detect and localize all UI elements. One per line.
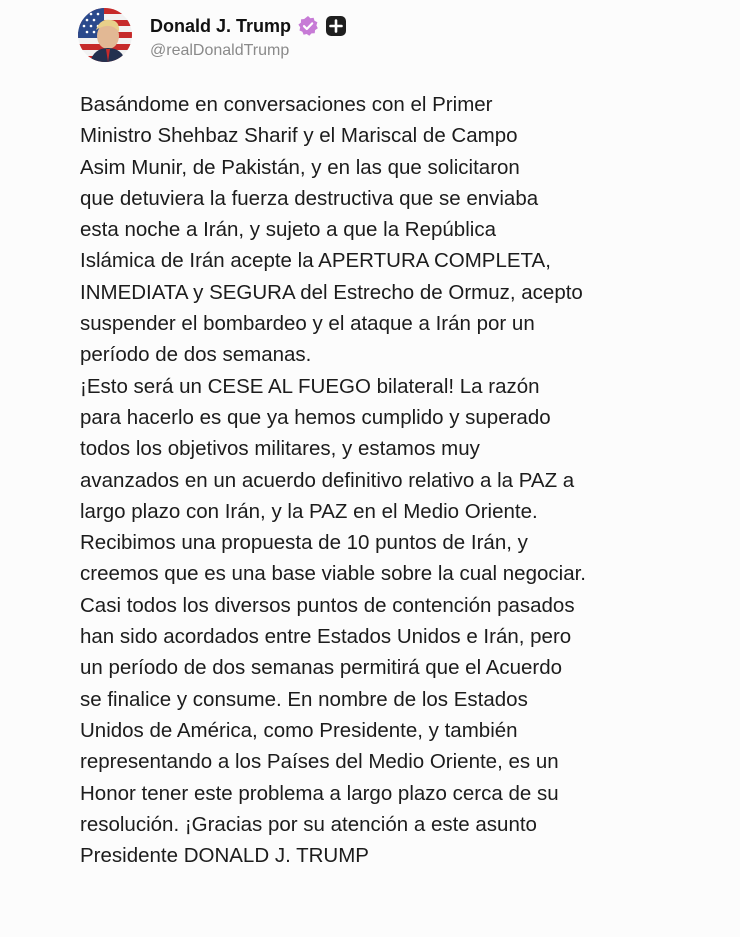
post-text-line: Recibimos una propuesta de 10 puntos de Irán, y — [80, 531, 528, 555]
post-body — [80, 89, 730, 871]
post-text-line: Basándome en conversaciones con el Primer — [80, 93, 493, 116]
post-text-line: suspender el bombardeo y el ataque a Irán por un — [80, 312, 535, 336]
post-text-line: un período de dos semanas permitirá que el Acuerdo — [80, 656, 563, 680]
post-text-line: Islámica de Irán acepte la APERTURA COMPLETA, — [80, 249, 551, 273]
post-text-line: avanzados en un acuerdo definitivo relativo a la PAZ a — [80, 468, 575, 492]
name-row — [150, 14, 347, 38]
post-text-line: Unidos de América, como Presidente, y también — [80, 718, 518, 742]
post-text-line: todos los objetivos militares, y estamos muy — [80, 437, 480, 461]
post-text-line: largo plazo con Irán, y la PAZ en el Medio Oriente. — [80, 499, 538, 523]
avatar[interactable] — [78, 8, 132, 62]
post-header — [78, 4, 718, 66]
post-text-line: INMEDIATA y SEGURA del Estrecho de Ormuz, acepto — [80, 280, 583, 304]
user-handle[interactable]: @realDonaldTrump — [150, 42, 290, 59]
post-text-line: para hacerlo es que ya hemos cumplido y superado — [80, 405, 551, 429]
post-text-line: que detuviera la fuerza destructiva que se enviaba — [80, 186, 539, 210]
post-text-line: resolución. ¡Gracias por su atención a este asunto — [80, 812, 537, 836]
post-text-line: Presidente DONALD J. TRUMP — [80, 844, 369, 868]
post-text-line: Casi todos los diversos puntos de contención pasados — [80, 593, 575, 617]
post-text-line: creemos que es una base viable sobre la cual negociar. — [80, 562, 586, 586]
post-text-line: ¡Esto será un CESE AL FUEGO bilateral! La razón — [80, 374, 540, 398]
post-text-line: han sido acordados entre Estados Unidos e Irán, pero — [80, 625, 572, 649]
post-text-line: se finalice y consume. En nombre de los Estados — [80, 687, 528, 711]
display-name[interactable]: Donald J. Trump — [150, 15, 292, 36]
plus-square-icon[interactable] — [325, 15, 347, 37]
flag-portrait-avatar-icon — [78, 8, 132, 62]
verified-badge-icon — [297, 15, 319, 37]
post-text-line: esta noche a Irán, y sujeto a que la República — [80, 218, 496, 242]
post-text-line: representando a los Países del Medio Oriente, es un — [80, 750, 559, 774]
post-text-line: período de dos semanas. — [80, 343, 312, 367]
post-text-line: Honor tener este problema a largo plazo cerca de su — [80, 781, 559, 805]
post-text-line: Ministro Shehbaz Sharif y el Mariscal de Campo — [80, 124, 518, 148]
post-text-line: Asim Munir, de Pakistán, y en las que solicitaron — [80, 155, 520, 179]
